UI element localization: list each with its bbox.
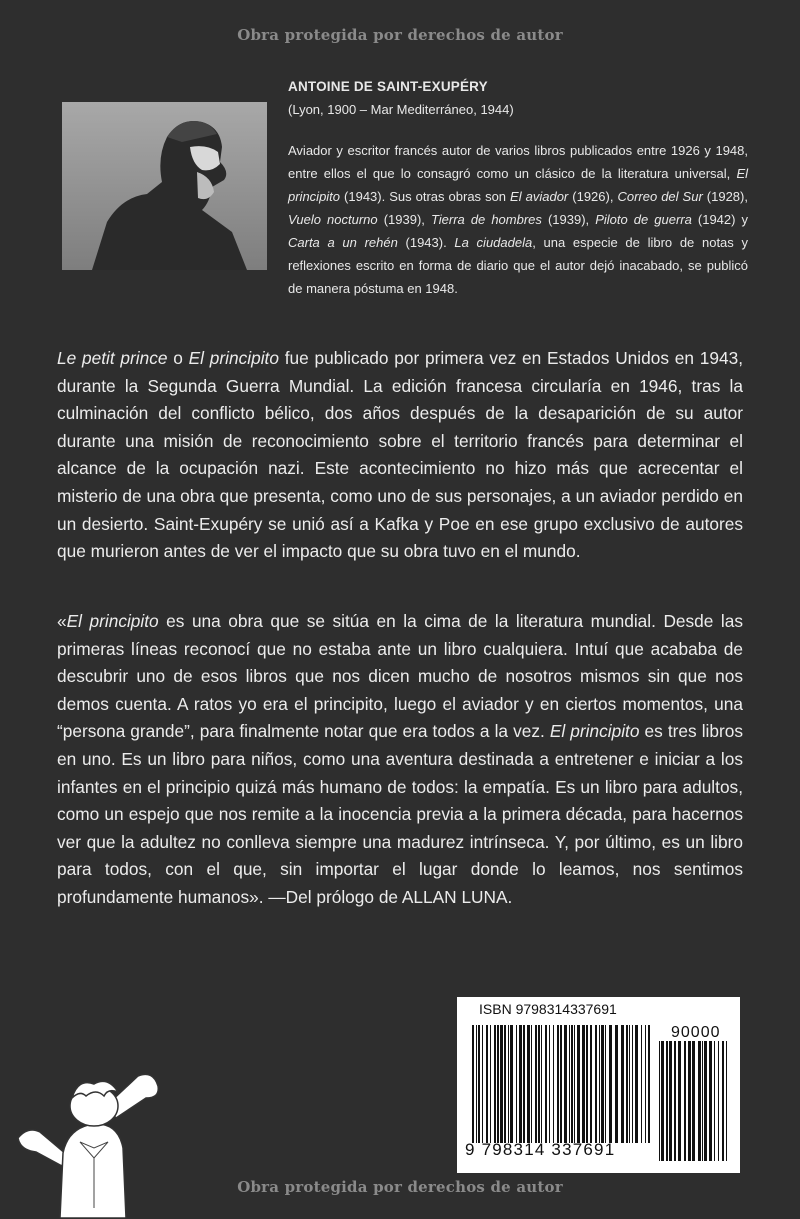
- barcode-bar: [684, 1041, 686, 1161]
- barcode-bar: [571, 1025, 573, 1143]
- barcode-bar: [718, 1041, 719, 1161]
- barcode-bar: [472, 1025, 474, 1143]
- barcode-bar: [577, 1025, 580, 1143]
- barcode-bar: [478, 1025, 480, 1143]
- barcode-bar: [504, 1025, 506, 1143]
- barcode-bar: [500, 1025, 503, 1143]
- text-run: (1943). Sus otras obras son: [340, 189, 511, 204]
- barcode-bar: [645, 1025, 646, 1143]
- barcode-bar: [527, 1025, 530, 1143]
- description-paragraph: [57, 345, 743, 566]
- barcode-bar: [569, 1025, 570, 1143]
- italic-title: Vuelo nocturno: [288, 212, 378, 227]
- barcode-bar: [497, 1025, 499, 1143]
- barcode-bar: [541, 1025, 542, 1143]
- barcode-bar: [523, 1025, 525, 1143]
- text-run: Aviador y escritor francés autor de varios libros publicados entre 1926 y 1948, entre ellos el que lo consagró como un clásico de la literatura universal,: [288, 143, 748, 181]
- barcode-bar: [574, 1025, 575, 1143]
- barcode-main-bars: [472, 1025, 652, 1143]
- barcode-bar: [590, 1025, 592, 1143]
- copyright-watermark-top: Obra protegida por derechos de autor: [237, 26, 563, 44]
- text-run: «: [57, 611, 67, 631]
- barcode-bar: [510, 1025, 513, 1143]
- italic-title: Correo del Sur: [617, 189, 703, 204]
- author-info: [288, 75, 748, 300]
- barcode-bar: [626, 1025, 628, 1143]
- italic-title: Piloto de guerra: [595, 212, 692, 227]
- italic-title: Tierra de hombres: [430, 212, 542, 227]
- barcode-bar: [621, 1025, 624, 1143]
- text-run: es tres libros en uno. Es un libro para niños, como una aventura destinada a entretener e iniciar a los infantes en el principio quizá más humano de todos: la empatía. Es un libro para adultos, como un espejo que nos remite a la inocencia previa a la primera década, para hacernos ver que la adultez no conlleva siempre una madurez intrínseca. Y, por último, es un libro para todos, con el que, sin importar el lugar donde lo leamos, nos sentimos profundamente humanos». —Del prólogo de ALLAN LUNA.: [57, 721, 744, 907]
- barcode-bar: [688, 1041, 691, 1161]
- barcode-bar: [648, 1025, 650, 1143]
- barcode-bar: [714, 1041, 715, 1161]
- barcode-bar: [674, 1041, 676, 1161]
- prologue-quote-paragraph: [57, 608, 743, 912]
- italic-title: El principito: [549, 721, 640, 742]
- barcode-bar: [586, 1025, 588, 1143]
- text-run: es una obra que se sitúa en la cima de la literatura mundial. Desde las primeras líneas reconocí que no estaba ante un libro cualquiera. Intuí que acababa de descubrir uno de esos libros que nos dicen mucho de nosotros mismos sin que nos demos cuenta. A ratos yo era el principito, luego el aviador y en ciertos momentos, una “persona grande”, para finalmente notar que era todos a la vez.: [57, 611, 744, 742]
- italic-title: Carta a un rehén: [288, 235, 398, 250]
- barcode-bar: [557, 1025, 559, 1143]
- italic-title: La ciudadela: [454, 235, 533, 250]
- barcode-bar: [531, 1025, 532, 1143]
- text-run: fue publicado por primera vez en Estados Unidos en 1943, durante la Segunda Guerra Mundial. La edición francesa circularía en 1946, tras la culminación del conflicto bélico, dos años después de la desaparición de su autor durante una misión de reconocimiento sobre el territorio francés para determinar el alcance de la ocupación nazi. Este acontecimiento no hizo más que acrecentar el misterio de una obra que presenta, como uno de sus personajes, a un aviador perdido en un desierto. Saint-Exupéry se unió así a Kafka y Poe en ese grupo exclusivo de autores que murieron antes de ver el impacto que su obra tuvo en el mundo.: [57, 348, 744, 562]
- barcode-bar: [609, 1025, 612, 1143]
- italic-title: Le petit prince: [57, 348, 168, 368]
- barcode-bar: [545, 1025, 547, 1143]
- barcode-bar: [678, 1041, 681, 1161]
- barcode-bar: [519, 1025, 522, 1143]
- barcode-bar: [553, 1025, 554, 1143]
- barcode-bar: [661, 1041, 664, 1161]
- text-run: (1939),: [377, 212, 431, 227]
- barcode-addon-bars: [659, 1041, 729, 1161]
- text-run: (1926),: [568, 189, 618, 204]
- barcode-bar: [702, 1041, 703, 1161]
- author-photo: [62, 102, 267, 270]
- barcode-bar: [659, 1041, 660, 1161]
- barcode-bar: [726, 1041, 727, 1161]
- barcode-bar: [629, 1025, 630, 1143]
- barcode-bar: [508, 1025, 509, 1143]
- barcode-bar: [635, 1025, 638, 1143]
- barcode-bar: [601, 1025, 604, 1143]
- barcode-bar: [564, 1025, 567, 1143]
- italic-title: El principito: [188, 348, 279, 368]
- barcode-bar: [722, 1041, 724, 1161]
- barcode-addon-digits: 90000: [671, 1024, 721, 1041]
- barcode-bar: [595, 1025, 597, 1143]
- barcode-bar: [632, 1025, 633, 1143]
- barcode-bar: [535, 1025, 537, 1143]
- text-run: (1939),: [541, 212, 596, 227]
- text-run: , una especie de libro de notas y reflexiones escrito en forma de diario que el autor dejó inacabado, se publicó de manera póstuma en 1948.: [288, 235, 748, 296]
- author-name: ANTOINE DE SAINT-EXUPÉRY: [288, 79, 488, 94]
- barcode-bar: [538, 1025, 540, 1143]
- barcode-bar: [482, 1025, 483, 1143]
- barcode-bar: [476, 1025, 477, 1143]
- italic-title: El aviador: [510, 189, 569, 204]
- barcode-bar: [641, 1025, 642, 1143]
- barcode-bar: [549, 1025, 550, 1143]
- isbn-barcode: [457, 997, 740, 1173]
- text-run: (1942) y: [691, 212, 749, 227]
- copyright-watermark-bottom: Obra protegida por derechos de autor: [237, 1178, 563, 1196]
- italic-title: El principito: [288, 166, 748, 204]
- italic-title: El principito: [66, 611, 159, 631]
- barcode-bar: [516, 1025, 517, 1143]
- barcode-bar: [704, 1041, 707, 1161]
- barcode-digits: 9 798314 337691: [465, 1140, 616, 1159]
- barcode-bar: [494, 1025, 496, 1143]
- text-run: (1943).: [397, 235, 455, 250]
- text-run: (1928),: [702, 189, 748, 204]
- barcode-bar: [582, 1025, 585, 1143]
- barcode-bar: [709, 1041, 712, 1161]
- barcode-bar: [698, 1041, 701, 1161]
- isbn-label: ISBN 9798314337691: [479, 1001, 617, 1017]
- barcode-bar: [605, 1025, 606, 1143]
- barcode-bar: [615, 1025, 618, 1143]
- author-dates: (Lyon, 1900 – Mar Mediterráneo, 1944): [288, 102, 514, 117]
- barcode-bar: [666, 1041, 668, 1161]
- barcode-bar: [692, 1041, 695, 1161]
- barcode-bar: [490, 1025, 491, 1143]
- author-bio: [288, 139, 748, 300]
- text-run: o: [167, 348, 189, 368]
- barcode-bar: [486, 1025, 488, 1143]
- barcode-bar: [560, 1025, 562, 1143]
- barcode-bar: [599, 1025, 600, 1143]
- barcode-bar: [669, 1041, 672, 1161]
